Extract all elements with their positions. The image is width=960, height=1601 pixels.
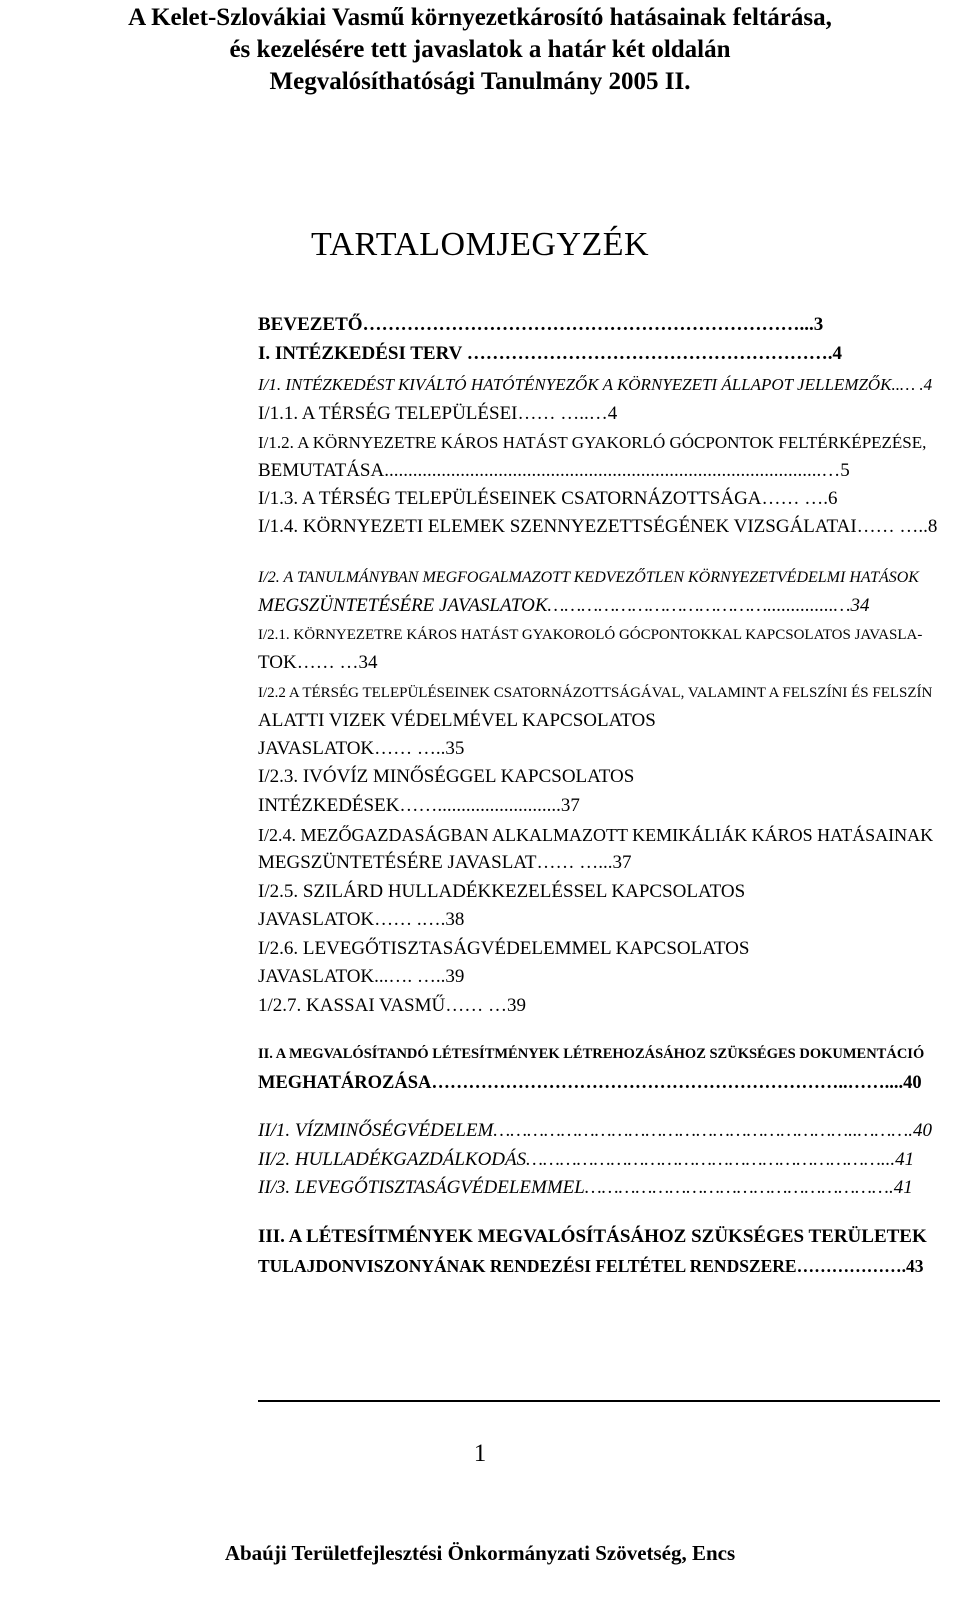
toc-entry: II/3. LEVEGŐTISZTASÁGVÉDELEMMEL……………………………………………….41: [258, 1177, 913, 1198]
toc-entry: I/2.6. LEVEGŐTISZTASÁGVÉDELEMMEL KAPCSOLATOS: [258, 938, 750, 959]
toc-entry: ALATTI VIZEK VÉDELMÉVEL KAPCSOLATOS: [258, 710, 656, 731]
toc-entry: MEGSZÜNTETÉSÉRE JAVASLAT…… …...37: [258, 852, 632, 873]
footer-divider: [258, 1400, 940, 1402]
toc-entry: I/1.1. A TÉRSÉG TELEPÜLÉSEI…… …..…4: [258, 403, 618, 424]
toc-entry: I/2.3. IVÓVÍZ MINŐSÉGGEL KAPCSOLATOS: [258, 766, 635, 787]
toc-entry: INTÉZKEDÉSEK……..........................37: [258, 795, 580, 816]
toc-entry: III. A LÉTESÍTMÉNYEK MEGVALÓSÍTÁSÁHOZ SZÜKSÉGES TERÜLETEK: [258, 1226, 927, 1247]
toc-entry: BEMUTATÁSA............................................................................................…5: [258, 460, 850, 481]
toc-entry: II/2. HULLADÉKGAZDÁLKODÁS………………………………………………………...41: [258, 1149, 915, 1170]
toc-entry: JAVASLATOK…… .….38: [258, 909, 465, 930]
toc-entry: JAVASLATOK…… …..35: [258, 738, 465, 759]
document-title-line-2: és kezelésére tett javaslatok a határ két oldalán: [229, 36, 731, 63]
toc-entry: I/2.4. MEZŐGAZDASÁGBAN ALKALMAZOTT KEMIKÁLIÁK KÁROS HATÁSAINAK: [258, 825, 934, 845]
toc-entry: TOK…… …34: [258, 652, 378, 673]
toc-entry: MEGSZÜNTETÉSÉRE JAVASLATOK…………………………………..............…34: [258, 595, 870, 616]
footer-organization: Abaúji Területfejlesztési Önkormányzati Szövetség, Encs: [224, 1541, 736, 1565]
toc-entry: II. A MEGVALÓSÍTANDÓ LÉTESÍTMÉNYEK LÉTREHOZÁSÁHOZ SZÜKSÉGES DOKUMENTÁCIÓ: [258, 1046, 925, 1062]
document-title-line-1: A Kelet-Szlovákiai Vasmű környezetkárosító hatásainak feltárása,: [128, 4, 832, 31]
toc-entry: BEVEZETŐ……………………………………………………………...3: [258, 314, 824, 335]
toc-entry: I/1.3. A TÉRSÉG TELEPÜLÉSEINEK CSATORNÁZOTTSÁGA…… ….6: [258, 488, 838, 509]
toc-entry: I/1.2. A KÖRNYEZETRE KÁROS HATÁST GYAKORLÓ GÓCPONTOK FELTÉRKÉPEZÉSE,: [258, 433, 927, 452]
toc-entry: MEGHATÁROZÁSA…………………………………………………………..……....40: [258, 1073, 922, 1093]
page-number: 1: [473, 1440, 487, 1467]
toc-heading: TARTALOMJEGYZÉK: [310, 226, 650, 263]
toc-entry: JAVASLATOK...…. …..39: [258, 966, 465, 987]
toc-entry: I/2.1. KÖRNYEZETRE KÁROS HATÁST GYAKOROLÓ GÓCPONTOKKAL KAPCSOLATOS JAVASLA-: [258, 627, 923, 643]
toc-entry: I/1. INTÉZKEDÉST KIVÁLTÓ HATÓTÉNYEZŐK A KÖRNYEZETI ÁLLAPOT JELLEMZŐK..… .4: [258, 375, 933, 394]
toc-entry: I/1.4. KÖRNYEZETI ELEMEK SZENNYEZETTSÉGÉNEK VIZSGÁLATAI…… …..8: [258, 516, 938, 537]
toc-entry: TULAJDONVISZONYÁNAK RENDEZÉSI FELTÉTEL RENDSZERE……………….43: [258, 1256, 924, 1276]
toc-entry: 1/2.7. KASSAI VASMŰ…… …39: [258, 995, 526, 1016]
document-title-line-3: Megvalósíthatósági Tanulmány 2005 II.: [269, 68, 691, 95]
toc-entry: I/2.2 A TÉRSÉG TELEPÜLÉSEINEK CSATORNÁZOTTSÁGÁVAL, VALAMINT A FELSZÍNI ÉS FELSZÍN: [258, 685, 933, 701]
toc-entry: I/2. A TANULMÁNYBAN MEGFOGALMAZOTT KEDVEZŐTLEN KÖRNYEZETVÉDELMI HATÁSOK: [258, 569, 919, 586]
toc-entry: I. INTÉZKEDÉSI TERV ………………………………………………….4: [258, 343, 843, 364]
toc-entry: I/2.5. SZILÁRD HULLADÉKKEZELÉSSEL KAPCSOLATOS: [258, 881, 746, 902]
toc-entry: II/1. VÍZMINŐSÉGVÉDELEM………………………………………………………..……….40: [258, 1120, 933, 1141]
